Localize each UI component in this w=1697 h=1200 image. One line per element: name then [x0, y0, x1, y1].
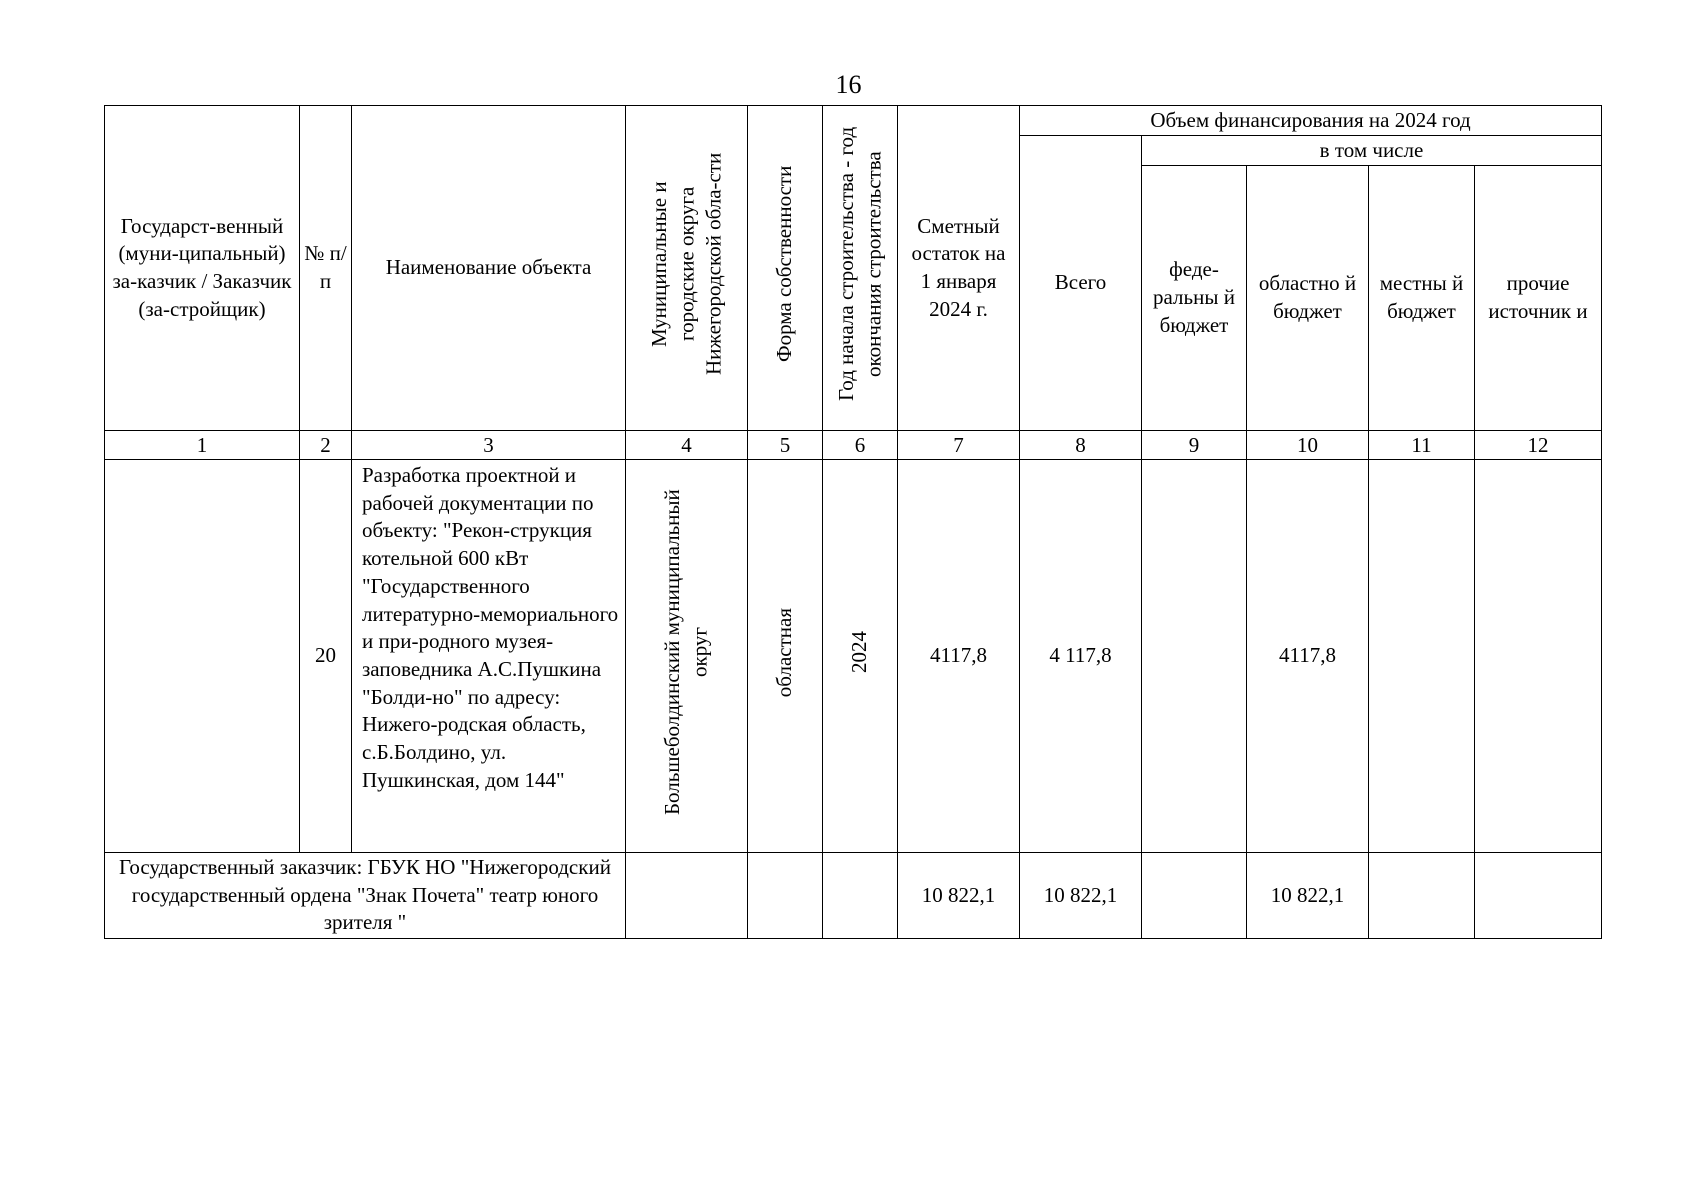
row-other	[1475, 460, 1602, 853]
row-years: 2024	[823, 460, 898, 853]
column-number: 3	[352, 431, 626, 460]
total-label: Государственный заказчик: ГБУК НО "Нижегородский государственный ордена "Знак Почета" театр юного зрителя "	[105, 853, 626, 939]
header-num: № п/ п	[300, 106, 352, 431]
header-financing: Объем финансирования на 2024 год	[1020, 106, 1602, 136]
header-other: прочие источник и	[1475, 166, 1602, 431]
total-ownership	[748, 853, 823, 939]
total-municipality	[626, 853, 748, 939]
row-estimate-balance: 4117,8	[898, 460, 1020, 853]
header-estimate-balance: Сметный остаток на 1 января 2024 г.	[898, 106, 1020, 431]
column-number: 11	[1369, 431, 1475, 460]
header-regional: областно й бюджет	[1247, 166, 1369, 431]
column-number: 10	[1247, 431, 1369, 460]
total-other	[1475, 853, 1602, 939]
total-row	[105, 853, 1602, 939]
header-years: Год начала строительства - год окончания строительства	[823, 106, 898, 431]
financing-table	[104, 105, 1602, 939]
row-num: 20	[300, 460, 352, 853]
header-including: в том числе	[1142, 136, 1602, 166]
header-customer: Государст-венный (муни-ципальный) за-казчик / Заказчик (за-стройщик)	[105, 106, 300, 431]
header-total: Всего	[1020, 136, 1142, 431]
total-regional: 10 822,1	[1247, 853, 1369, 939]
header-object-name: Наименование объекта	[352, 106, 626, 431]
column-number: 7	[898, 431, 1020, 460]
column-number: 12	[1475, 431, 1602, 460]
header-municipalities: Муниципальные и городские округа Нижегородской обла-сти	[626, 106, 748, 431]
row-customer	[105, 460, 300, 853]
column-number: 1	[105, 431, 300, 460]
row-regional: 4117,8	[1247, 460, 1369, 853]
header-local: местны й бюджет	[1369, 166, 1475, 431]
column-number-row	[105, 431, 1602, 460]
row-federal	[1142, 460, 1247, 853]
header-ownership: Форма собственности	[748, 106, 823, 431]
column-number: 8	[1020, 431, 1142, 460]
total-total: 10 822,1	[1020, 853, 1142, 939]
column-number: 2	[300, 431, 352, 460]
header-federal: феде-ральны й бюджет	[1142, 166, 1247, 431]
column-number: 5	[748, 431, 823, 460]
column-number: 6	[823, 431, 898, 460]
column-number: 9	[1142, 431, 1247, 460]
row-ownership: областная	[748, 460, 823, 853]
total-local	[1369, 853, 1475, 939]
total-federal	[1142, 853, 1247, 939]
row-local	[1369, 460, 1475, 853]
row-municipality: Большеболдинский муниципальный округ	[626, 460, 748, 853]
row-total: 4 117,8	[1020, 460, 1142, 853]
table-row	[105, 460, 1602, 853]
total-years	[823, 853, 898, 939]
total-estimate-balance: 10 822,1	[898, 853, 1020, 939]
page-number: 16	[835, 70, 862, 99]
row-object-name: Разработка проектной и рабочей документации по объекту: "Рекон-струкция котельной 600 кВт "Государственного литературно-мемориального и при-родного музея-заповедника А.С.Пушкина "Болди-но" по адресу: Нижего-родская область, с.Б.Болдино, ул. Пушкинская, дом 144"	[352, 460, 626, 853]
column-number: 4	[626, 431, 748, 460]
